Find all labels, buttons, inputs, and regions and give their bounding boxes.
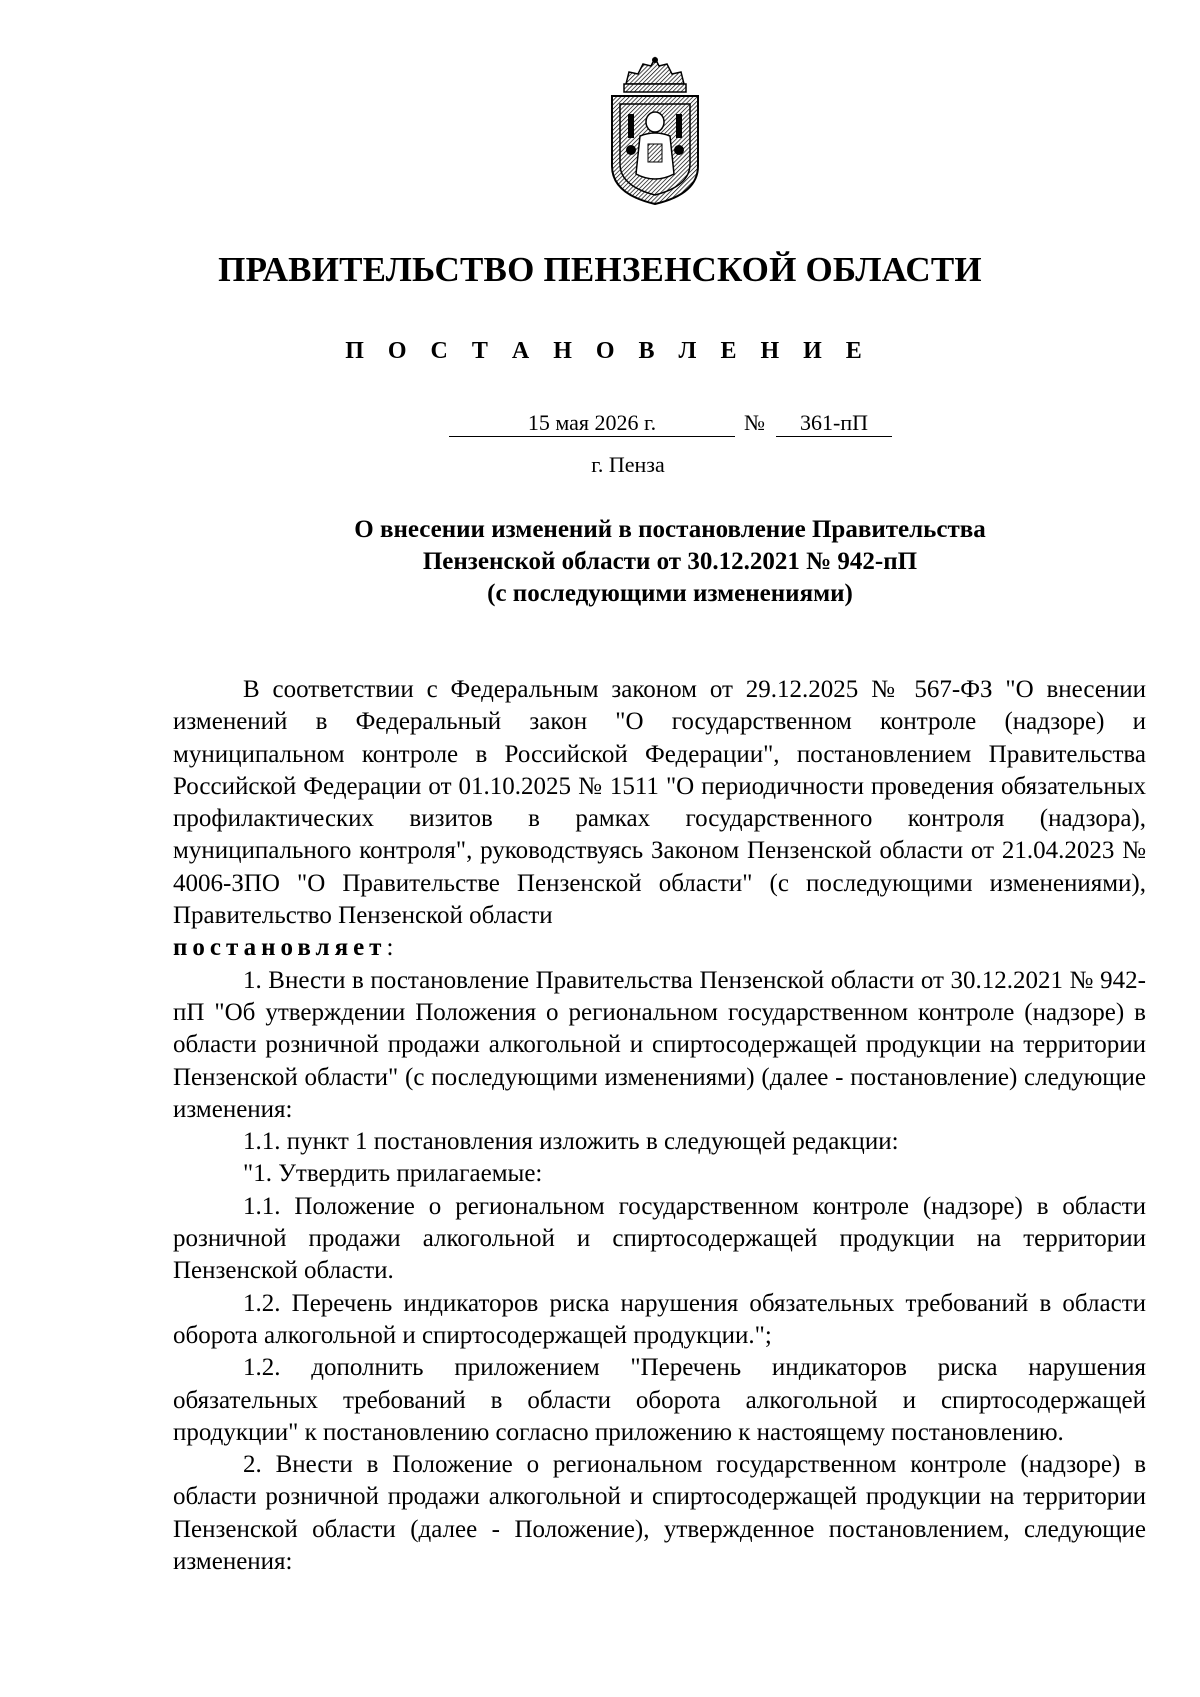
preamble-paragraph: [173, 674, 1146, 932]
coat-of-arms-icon: [606, 56, 704, 206]
document-date: 15 мая 2026 г.: [449, 410, 735, 437]
body-paragraph: 2. Внести в Положение о региональном государственном контроле (надзоре) в области розничной продажи алкогольной и спиртосодержащей продукции на территории Пензенской области (далее - Положение), утвержденное постановлением, следующие изменения:: [173, 1451, 1146, 1576]
document-type: П О С Т А Н О В Л Е Н И Е: [345, 338, 871, 364]
body-paragraph: 1. Внести в постановление Правительства Пензенской области от 30.12.2021 № 942-пП "Об утверждении Положения о региональном государственном контроле (надзоре) в области розничной продажи алкогольной и спиртосодержащей продукции на территории Пензенской области" (с последующими изменениями) (далее - постановление) следующие изменения:: [173, 966, 1146, 1123]
subject-line: Пензенской области от 30.12.2021 № 942-пП: [422, 548, 918, 575]
resolves-line: [173, 932, 1146, 964]
body-paragraph: 1.1. пункт 1 постановления изложить в следующей редакции:: [243, 1128, 899, 1156]
document-subject: [250, 514, 1090, 610]
resolves-word: постановляет: [173, 934, 387, 962]
subject-line: (с последующими изменениями): [487, 580, 853, 607]
city: г. Пенза: [591, 452, 665, 477]
document-body: [173, 674, 1146, 1578]
body-paragraph: "1. Утвердить прилагаемые:: [243, 1160, 543, 1188]
subject-line: О внесении изменений в постановление Правительства: [354, 516, 986, 543]
body-paragraph: 1.2. Перечень индикаторов риска нарушения обязательных требований в области оборота алкогольной и спиртосодержащей продукции.";: [173, 1289, 1146, 1349]
preamble-text: В соответствии с Федеральным законом от 29.12.2025 № 567-ФЗ "О внесении изменений в Федеральный закон "О государственном контроле (надзоре) и муниципальном контроле в Российской Федерации", постановлением Правительства Российской Федерации от 01.10.2025 № 1511 "О периодичности проведения обязательных профилактических визитов в рамках государственного контроля (надзора), муниципального контроля", руководствуясь Законом Пензенской области от 21.04.2023 № 4006-ЗПО "О Правительстве Пензенской области" (с последующими изменениями), Правительство Пензенской области: [173, 676, 1146, 930]
body-paragraph: 1.2. дополнить приложением "Перечень индикаторов риска нарушения обязательных требований в области оборота алкогольной и спиртосодержащей продукции" к постановлению согласно приложению к настоящему постановлению.: [173, 1354, 1146, 1446]
resolves-colon: :: [386, 934, 394, 962]
body-paragraph: 1.1. Положение о региональном государственном контроле (надзоре) в области розничной продажи алкогольной и спиртосодержащей продукции на территории Пензенской области.: [173, 1192, 1146, 1285]
number-sign: №: [744, 410, 765, 435]
government-title: ПРАВИТЕЛЬСТВО ПЕНЗЕНСКОЙ ОБЛАСТИ: [218, 250, 982, 289]
document-number: 361-пП: [776, 410, 892, 437]
